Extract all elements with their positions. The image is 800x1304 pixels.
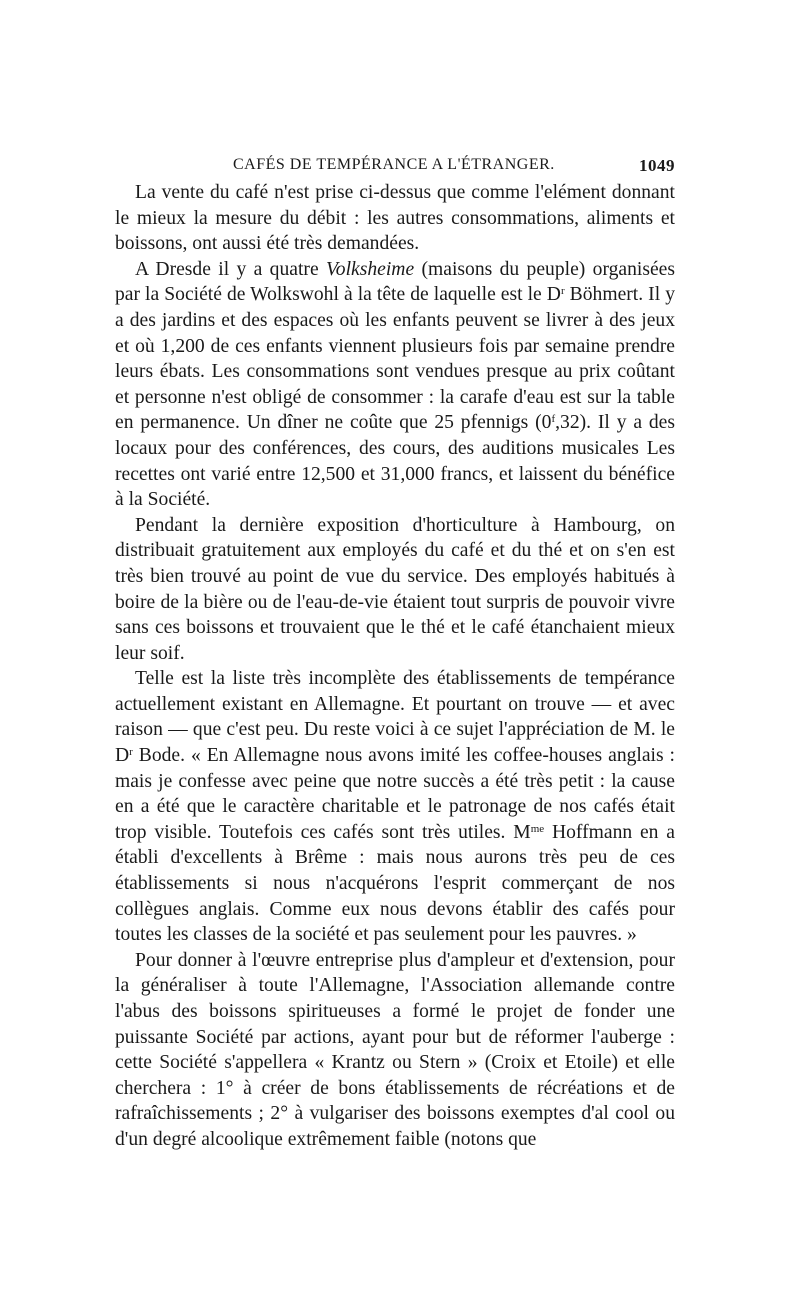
paragraph-5 (115, 948, 675, 1153)
paragraph-text: Pendant la dernière exposition d'horticulture à Hambourg, on distribuait gratuitement aux employés du café et du thé et on s'en est très bien trouvé au point de vue du service. Des employés habitués à boire de la bière ou de l'eau-de-vie étaient tout surpris de pouvoir vivre sans ces boissons et trouvaient que le thé et le café étanchaient mieux leur soif. (115, 514, 675, 664)
paragraph-text: Pour donner à l'œuvre entreprise plus d'ampleur et d'extension, pour la généraliser à toute l'Allemagne, l'Association allemande contre l'abus des boissons spiritueuses a formé le projet de fonder une puissante Société par actions, ayant pour but de réformer l'auberge : cette Société s'appellera « Krantz ou Stern » (Croix et Etoile) et elle cherchera : 1° à créer de bons établissements de récréations et de rafraîchissements ; 2° à vulgariser des boissons exemptes d'al cool ou d'un degré alcoolique extrêmement faible (notons que (115, 949, 675, 1150)
paragraph-1 (115, 180, 675, 257)
paragraph-text: (maisons du peuple) organisées par la Société de Wolkswohl à la tête de laquelle est le D (115, 258, 675, 306)
paragraph-3 (115, 513, 675, 667)
paragraph-2 (115, 257, 675, 513)
italic-term: Volksheime (326, 258, 415, 280)
paragraph-text: ,32). Il y a des locaux pour des conférences, des cours, des auditions musicales Les recettes ont varié entre 12,500 et 31,000 francs, et laissent du bénéfice à la Société. (115, 412, 675, 511)
superscript: f (551, 413, 556, 426)
paragraph-text: Böhmert. Il y a des jardins et des espaces où les enfants peuvent se livrer à des jeux et où 1,200 de ces enfants viennent plusieurs fois par semaine prendre leurs ébats. Les consommations sont vendues presque au prix coûtant et personne n'est obligé de consommer : la carafe d'eau est sur la table en permanence. Un dîner ne coûte que 25 pfennigs (0 (115, 284, 675, 434)
paragraph-text: La vente du café n'est prise ci-dessus que comme l'elément donnant le mieux la mesure du débit : les autres consommations, aliments et boissons, ont aussi été très demandées. (115, 182, 675, 255)
superscript: r (129, 746, 133, 759)
paragraph-text: Bode. « En Allemagne nous avons imité les coffee-houses anglais : mais je confesse avec peine que notre succès a été très petit : la cause en a été que le caractère charitable et le patronage de nos cafés était trop visible. Toutefois ces cafés sont très utiles. M (115, 745, 675, 843)
superscript: me (530, 822, 545, 835)
paragraph-4 (115, 666, 675, 948)
book-page (115, 150, 675, 1153)
paragraph-text: Telle est la liste très incomplète des établissements de tempérance actuellement existant en Allemagne. Et pourtant on trouve — et avec raison — que c'est peu. Du reste voici à ce sujet l'appréciation de M. le D (115, 668, 675, 767)
page-number: 1049 (639, 156, 675, 175)
running-title: CAFÉS DE TEMPÉRANCE A L'ÉTRANGER. (233, 156, 555, 173)
superscript: r (560, 285, 565, 298)
paragraph-text: A Dresde il y a quatre (135, 258, 326, 280)
paragraph-text: Hoffmann en a établi d'excellents à Brême : mais nous aurons très peu de ces établissements si nous n'acquérons l'esprit commerçant de nos collègues anglais. Comme eux nous devons établir des cafés pour toutes les classes de la société et pas seulement pour les pauvres. » (115, 821, 676, 946)
body-text (115, 180, 675, 1153)
page-header (115, 150, 675, 180)
